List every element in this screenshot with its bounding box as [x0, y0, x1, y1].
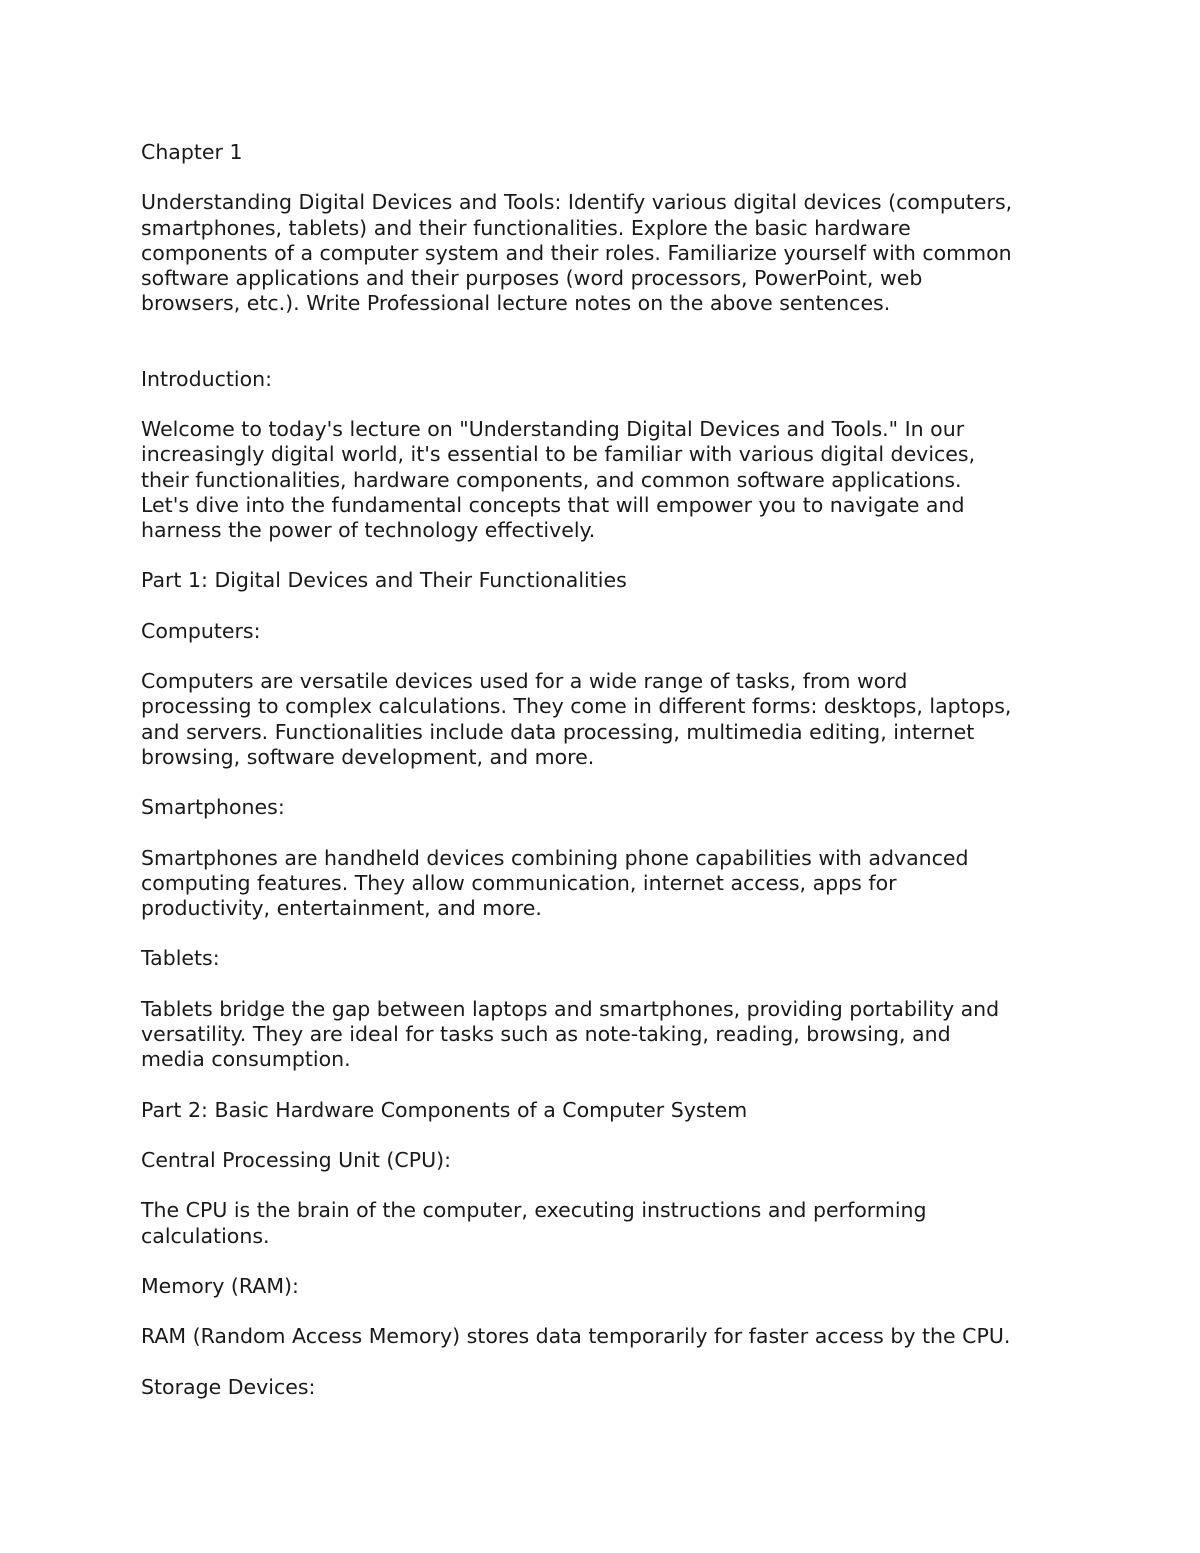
memory-paragraph — [141, 1324, 1081, 1349]
spacer — [141, 972, 1081, 997]
spacer — [141, 1350, 1081, 1375]
smartphones-paragraph — [141, 846, 1081, 922]
paragraph-line: Computers are versatile devices used for a wide range of tasks, from word — [141, 669, 908, 694]
paragraph-line: their functionalities, hardware components, and common software applications. — [141, 467, 962, 492]
spacer — [141, 1072, 1081, 1097]
paragraph-line: processing to complex calculations. They come in different forms: desktops, laptops, — [141, 694, 1012, 719]
paragraph-line: Understanding Digital Devices and Tools: Identify various digital devices (computers, — [141, 190, 1013, 215]
paragraph-line: software applications and their purposes (word processors, PowerPoint, web — [141, 266, 923, 290]
spacer — [141, 1249, 1081, 1274]
computers-paragraph — [141, 669, 1081, 770]
tablets-paragraph — [141, 997, 1081, 1073]
part2-heading: Part 2: Basic Hardware Components of a Computer System — [141, 1097, 748, 1122]
cpu-heading: Central Processing Unit (CPU): — [141, 1147, 451, 1172]
paragraph-line: computing features. They allow communication, internet access, apps for — [141, 870, 897, 895]
paragraph-line: Tablets bridge the gap between laptops and smartphones, providing portability and — [141, 996, 1000, 1021]
spacer — [141, 1173, 1081, 1198]
computers-heading: Computers: — [141, 618, 261, 643]
paragraph-line: Welcome to today's lecture on "Understanding Digital Devices and Tools." In our — [141, 417, 965, 442]
spacer — [141, 1299, 1081, 1324]
chapter-title: Chapter 1 — [141, 140, 243, 164]
paragraph-line: RAM (Random Access Memory) stores data temporarily for faster access by the CPU. — [141, 1324, 1011, 1349]
document-body — [141, 140, 1081, 1400]
spacer — [141, 770, 1081, 795]
paragraph-line: calculations. — [141, 1223, 270, 1248]
paragraph-line: browsers, etc.). Write Professional lecture notes on the above sentences. — [141, 291, 891, 316]
paragraph-line: smartphones, tablets) and their functionalities. Explore the basic hardware — [141, 215, 911, 240]
spacer — [141, 543, 1081, 568]
paragraph-line: The CPU is the brain of the computer, executing instructions and performing — [141, 1198, 927, 1223]
spacer — [141, 820, 1081, 845]
paragraph-line: media consumption. — [141, 1047, 351, 1072]
spacer — [141, 644, 1081, 669]
part1-heading: Part 1: Digital Devices and Their Functionalities — [141, 568, 627, 593]
paragraph-line: harness the power of technology effectively. — [141, 518, 596, 542]
tablets-heading: Tablets: — [141, 946, 220, 971]
paragraph-line: productivity, entertainment, and more. — [141, 895, 542, 920]
storage-heading: Storage Devices: — [141, 1374, 316, 1399]
spacer — [141, 392, 1081, 417]
paragraph-line: browsing, software development, and more. — [141, 744, 595, 769]
spacer — [141, 316, 1081, 366]
intro-heading: Introduction: — [141, 366, 273, 391]
smartphones-heading: Smartphones: — [141, 795, 285, 820]
paragraph-line: components of a computer system and their roles. Familiarize yourself with common — [141, 240, 1012, 265]
spacer — [141, 594, 1081, 619]
paragraph-line: versatility. They are ideal for tasks such as note-taking, reading, browsing, and — [141, 1021, 951, 1046]
paragraph-line: and servers. Functionalities include data processing, multimedia editing, internet — [141, 719, 975, 744]
prompt-paragraph — [141, 190, 1081, 316]
paragraph-line: Smartphones are handheld devices combining phone capabilities with advanced — [141, 845, 969, 870]
intro-paragraph — [141, 417, 1081, 543]
paragraph-line: Let's dive into the fundamental concepts that will empower you to navigate and — [141, 492, 965, 517]
cpu-paragraph — [141, 1198, 1081, 1248]
memory-heading: Memory (RAM): — [141, 1273, 299, 1298]
spacer — [141, 921, 1081, 946]
spacer — [141, 1123, 1081, 1148]
paragraph-line: increasingly digital world, it's essential to be familiar with various digital devices, — [141, 442, 976, 467]
spacer — [141, 165, 1081, 190]
